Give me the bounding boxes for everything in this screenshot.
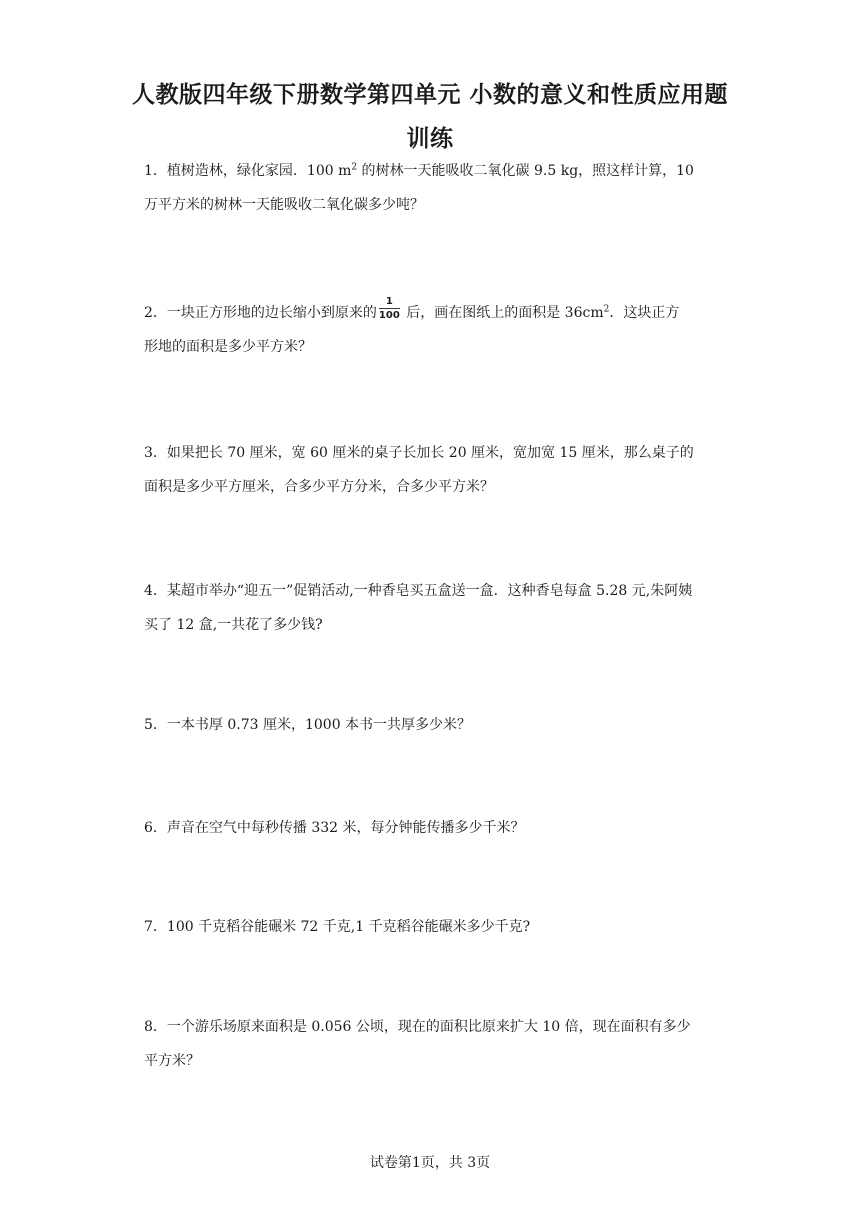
page-title-line1: 人教版四年级下册数学第四单元 小数的意义和性质应用题	[131, 82, 728, 108]
question-2-text-c: ．这块正方	[609, 305, 680, 321]
question-5-text-a: 5．一本书厚 0.73 厘米，1000 本书一共厚多少米？	[144, 717, 472, 733]
question-6	[144, 811, 724, 845]
question-3-text-b: 面积是多少平方厘米，合多少平方分米，合多少平方米？	[144, 479, 494, 495]
question-1-superscript: 2	[351, 162, 358, 173]
question-6-text-a: 6．声音在空气中每秒传播 332 米，每分钟能传播多少千米？	[144, 820, 525, 836]
question-4-text-a: 4．某超市举办“迎五一”促销活动,一种香皂买五盒送一盒．这种香皂每盒 5.28 元,朱阿姨	[144, 583, 693, 599]
question-2-text-b: 后，画在图纸上的面积是 36cm	[401, 305, 604, 321]
question-4	[144, 574, 724, 642]
question-5	[144, 708, 724, 742]
question-7-text-a: 7．100 千克稻谷能碾米 72 千克,1 千克稻谷能碾米多少千克?	[144, 919, 531, 935]
page-footer: 试卷第1页，共 3页	[369, 1155, 491, 1171]
page-title-line2: 训练	[406, 126, 454, 152]
question-8-text-a: 8．一个游乐场原来面积是 0.056 公顷，现在的面积比原来扩大 10 倍，现在面积有多少	[144, 1019, 691, 1035]
question-1-text-b: 的树林一天能吸收二氧化碳 9.5 kg，照这样计算，10	[357, 163, 694, 179]
fraction-denominator: 100	[378, 310, 400, 321]
question-1-text-a: 1．植树造林，绿化家园．100 m	[144, 163, 352, 179]
question-1	[144, 154, 724, 222]
question-3-text-a: 3．如果把长 70 厘米，宽 60 厘米的桌子长加长 20 厘米，宽加宽 15 厘米，那么桌子的	[144, 445, 694, 461]
fraction-one-hundredth	[379, 296, 400, 322]
question-2-text-d: 形地的面积是多少平方米？	[144, 339, 312, 355]
question-2-text-a: 2．一块正方形地的边长缩小到原来的	[144, 305, 377, 321]
question-1-text-c: 万平方米的树林一天能吸收二氧化碳多少吨？	[144, 197, 424, 213]
question-3	[144, 436, 724, 504]
question-4-text-b: 买了 12 盒,一共花了多少钱?	[144, 617, 323, 633]
question-2	[144, 296, 724, 364]
question-7	[144, 910, 724, 944]
question-2-superscript: 2	[603, 304, 610, 315]
question-8	[144, 1010, 724, 1078]
fraction-numerator: 1	[385, 296, 393, 307]
question-8-text-b: 平方米？	[144, 1053, 200, 1069]
